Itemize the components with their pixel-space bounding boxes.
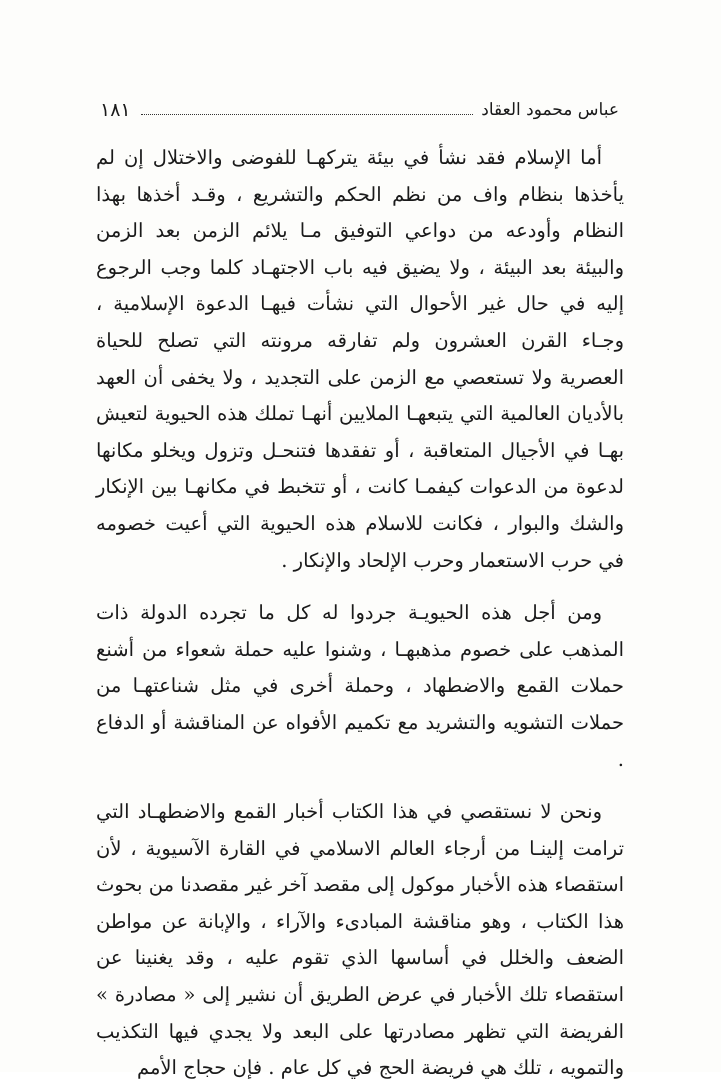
- paragraph: أما الإسلام فقد نشأ في بيئة يتركهـا للفوضى والاختلال إن لم يأخذها بنظام واف من نظم الحكم والتشريع ، وقـد أخذها بهذا النظام وأودعه من دواعي التوفيق مـا يلائم الزمن بعد الزمن والبيئة بعد البيئة ، ولا يضيق فيه باب الاجتهـاد كلما وجب الرجوع إليه في حال غير الأحوال التي نشأت فيهـا الدعوة الإسلامية ، وجـاء القرن العشرون ولم تفارقه مرونته التي تصلح للحياة العصرية ولا تستعصي مع الزمن على التجديد ، ولا يخفى أن العهد بالأديان العالمية التي يتبعهـا الملايين أنهـا تملك هذه الحيوية لتعيش بهـا في الأجيال المتعاقبة ، أو تفقدها فتنحـل وتزول ويخلو مكانها لدعوة من الدعوات كيفمـا كانت ، أو تتخبط في مكانهـا بين الإنكار والشك والبوار ، فكانت للاسلام هذه الحيوية التي أعيت خصومه في حرب الاستعمار وحرب الإلحاد والإنكار .: [96, 146, 624, 572]
- page-number: ١٨١: [100, 99, 131, 121]
- running-header: [100, 92, 619, 128]
- paragraph: ومن أجل هذه الحيويـة جردوا له كل ما تجرده الدولة ذات المذهب على خصوم مذهبهـا ، وشنوا عليه حملة شعواء من أشنع حملات القمع والاضطهاد ، وحملة أخرى في مثل شناعتهـا من حملات التشويه والتشريد مع تكميم الأفواه عن المناقشة أو الدفاع .: [96, 601, 624, 771]
- dotted-leader: [141, 114, 474, 115]
- author-name: عباس محمود العقاد: [481, 100, 619, 120]
- body-text: [96, 140, 624, 1087]
- paragraph: ونحن لا نستقصي في هذا الكتاب أخبار القمع والاضطهـاد التي ترامت إلينـا من أرجاء العالم الاسلامي في القارة الآسيوية ، لأن استقصاء هذه الأخبار موكول إلى مقصد آخر غير مقصدنا من بحوث هذا الكتاب ، وهو مناقشة المبادىء والآراء ، والإبانة عن مواطن الضعف والخلل في أساسها الذي تقوم عليه ، وقد يغنينا عن استقصاء تلك الأخبار في عرض الطريق أن نشير إلى « مصادرة » الفريضة التي تظهر مصادرتها على البعد ولا يجدي فيها التكذيب والتمويه ، تلك هي فريضة الحج في كل عام . فإن حجاج الأمم: [96, 800, 624, 1080]
